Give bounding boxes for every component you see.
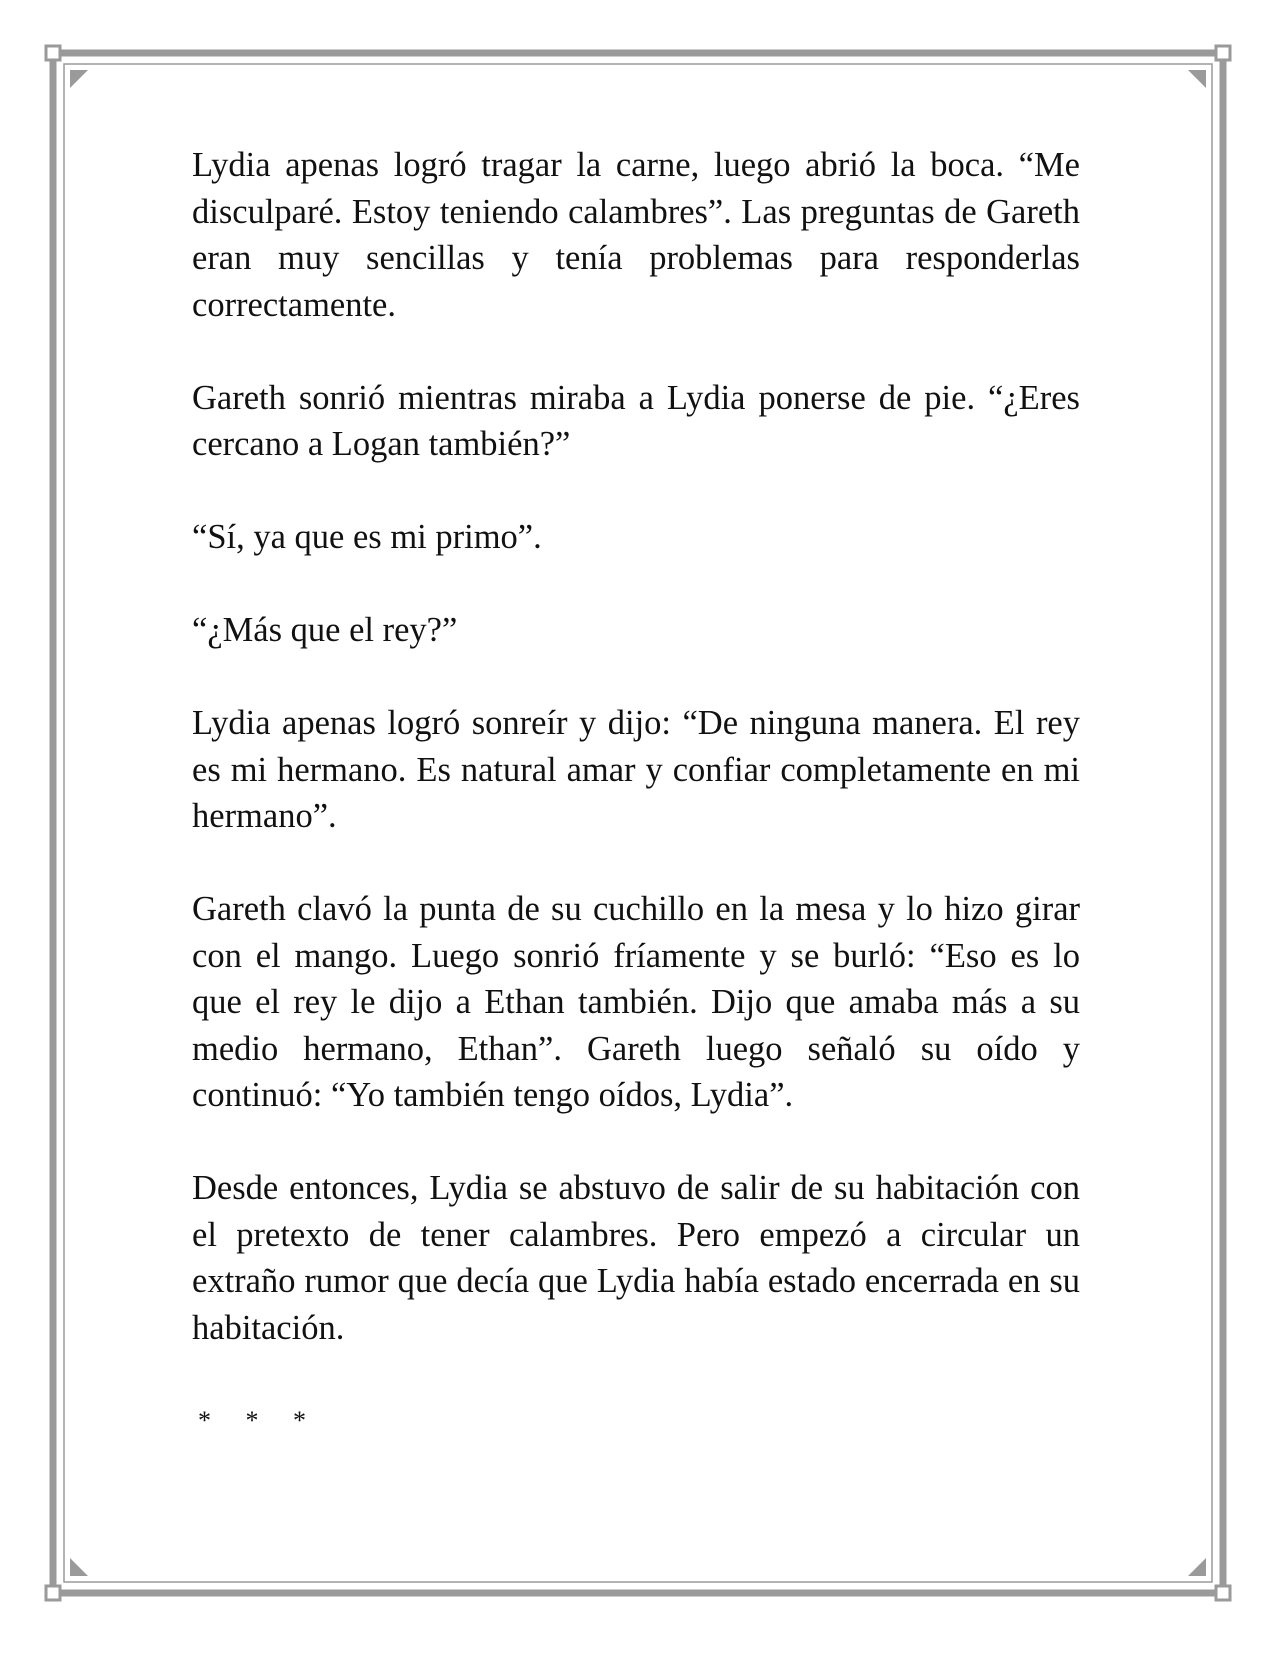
- page-body: [192, 142, 1080, 1444]
- corner-triangle-top-right: [1188, 70, 1206, 88]
- corner-square-bottom-right: [1216, 1586, 1230, 1600]
- corner-square-bottom-left: [46, 1586, 60, 1600]
- paragraph-4: “¿Más que el rey?”: [192, 611, 458, 649]
- corner-triangle-bottom-right: [1188, 1558, 1206, 1576]
- paragraph-2: Gareth sonrió mientras miraba a Lydia ponerse de pie. “¿Eres cercano a Logan también?”: [192, 378, 1080, 463]
- corner-triangle-top-left: [70, 70, 88, 88]
- scene-break: * * *: [198, 1405, 320, 1435]
- paragraph-6: Gareth clavó la punta de su cuchillo en la mesa y lo hizo girar con el mango. Luego sonrió fríamente y se burló: “Eso es lo que el rey le dijo a Ethan también. Dijo que amaba más a su medio hermano, Ethan”. Gareth luego señaló su oído y continuó: “Yo también tengo oídos, Lydia”.: [192, 890, 1080, 1114]
- corner-square-top-right: [1216, 46, 1230, 60]
- paragraph-1: Lydia apenas logró tragar la carne, luego abrió la boca. “Me disculparé. Estoy teniendo calambres”. Las preguntas de Gareth eran muy sencillas y tenía problemas para responderlas correctamente.: [192, 146, 1080, 324]
- corner-triangle-bottom-left: [70, 1558, 88, 1576]
- paragraph-7: Desde entonces, Lydia se abstuvo de salir de su habitación con el pretexto de tener calambres. Pero empezó a circular un extraño rumor que decía que Lydia había estado encerrada en su habitación.: [192, 1169, 1080, 1347]
- corner-square-top-left: [46, 46, 60, 60]
- paragraph-5: Lydia apenas logró sonreír y dijo: “De ninguna manera. El rey es mi hermano. Es natural amar y confiar completamente en mi hermano”.: [192, 704, 1080, 835]
- paragraph-3: “Sí, ya que es mi primo”.: [192, 518, 542, 556]
